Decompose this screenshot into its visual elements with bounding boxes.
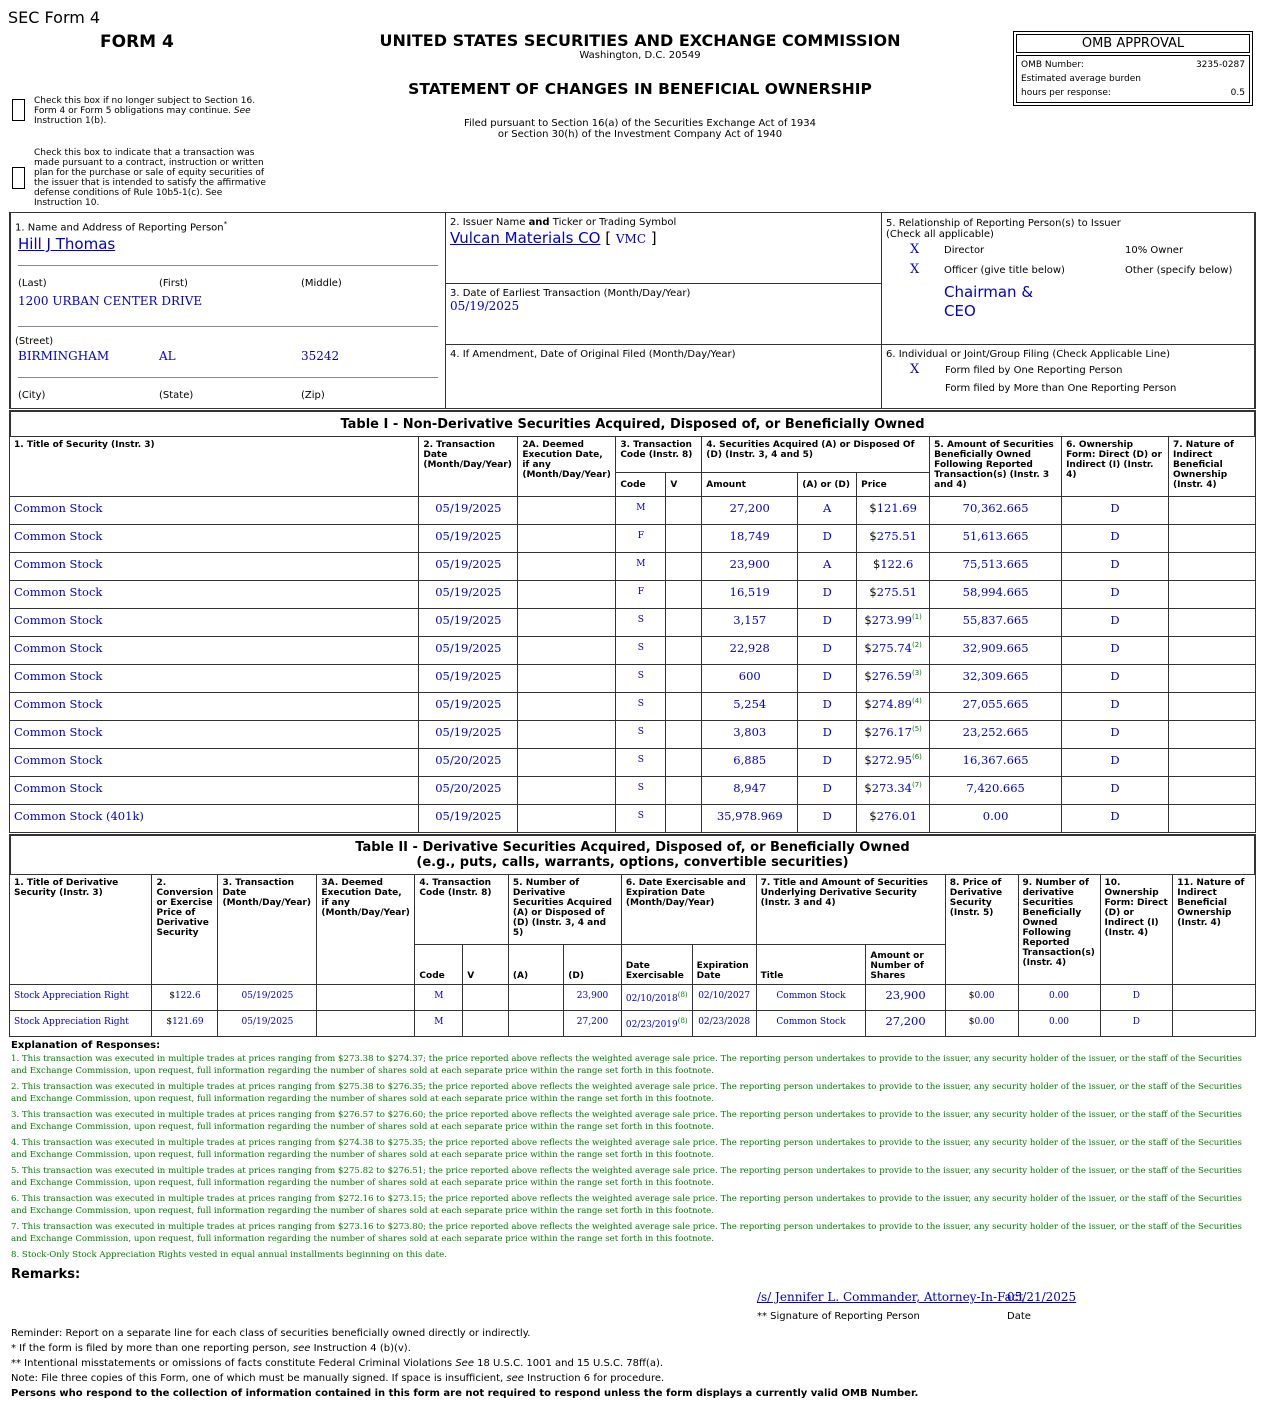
note-multiple-persons: * If the form is filed by more than one reporting person, see Instruction 4 (b)(v). (11, 1343, 411, 1354)
transaction-code: S (616, 609, 666, 637)
nature-indirect (1168, 609, 1255, 637)
conversion-value: 122.6 (174, 991, 201, 1001)
security-title: Common Stock (10, 637, 419, 665)
security-title: Common Stock (10, 749, 419, 777)
deemed-date (518, 609, 616, 637)
page-title: SEC Form 4 (8, 8, 101, 27)
transaction-date: 05/19/2025 (419, 665, 518, 693)
underlying-amount: 23,900 (866, 985, 945, 1011)
date-label: Date (1007, 1311, 1031, 1322)
transaction-date: 05/20/2025 (419, 777, 518, 805)
dollar-sign: $ (864, 669, 872, 683)
officer-mark[interactable]: X (910, 262, 920, 277)
v-flag (463, 1011, 509, 1037)
transaction-code: S (616, 665, 666, 693)
ownership-form: D (1062, 665, 1169, 693)
price-value: 275.74 (871, 641, 912, 655)
security-title: Common Stock (10, 665, 419, 693)
v-flag (666, 581, 702, 609)
dollar-sign: $ (864, 781, 872, 795)
ownership-form: D (1062, 525, 1169, 553)
deemed-date (518, 805, 616, 833)
transaction-code: F (616, 581, 666, 609)
dollar-sign: $ (169, 991, 175, 1001)
v-flag (666, 721, 702, 749)
price (857, 525, 930, 553)
dollar-sign: $ (864, 641, 872, 655)
dollar-sign: $ (968, 991, 975, 1001)
earliest-date: 05/19/2025 (450, 299, 520, 313)
acquired-disposed: D (798, 693, 857, 721)
rule-10b5-text: Check this box to indicate that a transaction was made pursuant to a contract, instruction or written plan for the purchase or sale of equity securities of the issuer that is intended to satisfy the affirmative defense conditions of Rule 10b5-1(c). See Instruction 10. (34, 148, 266, 208)
price-value: 272.95 (871, 753, 912, 767)
dollar-sign: $ (968, 1017, 975, 1027)
price-value: 122.6 (880, 557, 914, 571)
reporting-person-name[interactable]: Hill J Thomas (18, 235, 116, 253)
note-misstatements: ** Intentional misstatements or omissions of facts constitute Federal Criminal Violations See 18 U.S.C. 1001 and 15 U.S.C. 78ff(a). (11, 1358, 664, 1369)
acquired-disposed: D (798, 525, 857, 553)
nature-indirect (1168, 581, 1255, 609)
amount-owned: 0.00 (930, 805, 1062, 833)
amount-owned: 32,909.665 (930, 637, 1062, 665)
derivative-title: Stock Appreciation Right (10, 985, 152, 1011)
deemed-date (518, 721, 616, 749)
transaction-code: M (616, 553, 666, 581)
dollar-sign: $ (864, 613, 872, 627)
deemed-date (518, 637, 616, 665)
no-longer-subject-checkbox[interactable] (12, 99, 25, 121)
explanation-title: Explanation of Responses: (11, 1040, 161, 1051)
omb-burden-label: Estimated average burden (1021, 74, 1141, 84)
omb-title: OMB APPROVAL (1016, 34, 1250, 53)
transaction-code: F (616, 525, 666, 553)
price-value: 276.17 (871, 725, 912, 739)
exercisable-value: 02/23/2019 (625, 1020, 678, 1030)
director-mark[interactable]: X (910, 242, 920, 257)
amount: 35,978.969 (702, 805, 798, 833)
derivative-title: Stock Appreciation Right (10, 1011, 152, 1037)
box-issuer: 2. Issuer Name and Ticker or Trading Symbol Vulcan Materials CO [ VMC ] (445, 212, 882, 284)
ownership-form: D (1062, 693, 1169, 721)
transaction-date: 05/19/2025 (419, 553, 518, 581)
transaction-code: S (616, 721, 666, 749)
exercisable-value: 02/10/2018 (625, 994, 678, 1004)
statement-title: STATEMENT OF CHANGES IN BENEFICIAL OWNERSHIP (408, 80, 872, 98)
table1-row (10, 665, 1256, 693)
security-title: Common Stock (10, 777, 419, 805)
amount-owned: 7,420.665 (930, 777, 1062, 805)
table1-caption: Table I - Non-Derivative Securities Acquired, Disposed of, or Beneficially Owned (9, 410, 1256, 437)
box-amendment: 4. If Amendment, Date of Original Filed (Month/Day/Year) (445, 344, 882, 409)
nature-indirect (1168, 637, 1255, 665)
table1-row (10, 693, 1256, 721)
transaction-date: 05/19/2025 (419, 525, 518, 553)
price-value: 0.00 (974, 1017, 995, 1027)
transaction-code: M (616, 497, 666, 525)
table1: 1. Title of Security (Instr. 3) 2. Transaction Date (Month/Day/Year) 2A. Deemed Execution Date, if any (Month/Day/Year) 3. Transaction Code (Instr. 8) 4. Securities Acquired (A) or Disposed Of (D) (Instr. 3, 4 and 5) 5. Amount of Securities Beneficially Owned Following Reported Transaction(s) (Instr. 3 and 4) 6. Ownership Form: Direct (D) or Indirect (I) (Instr. 4) 7. Nature of Indirect Beneficial Ownership (Instr. 4) Code V Amount (A) or (D) Price Common Stock 05/19/2025 M 27,200 A $121.69 70,362.665 D Common Stock 05/19/2025 F 18,749 D $275.51 51,613.665 D Common Stock 05/19/2025 M 23,900 A $122.6 75,513.665 D Common Stock 05/19/2025 F 16,519 D $275.51 58,994.665 D Common Stock 05/19/2025 S 3,157 D $273.99$^{(1)}$ 55,837.665 D Common Stock 05/19/2025 S 22,928 D $275.74$^{(2)}$ 32,909.665 D Common Stock 05/19/2025 S 600 D $276.59$^{(3)}$ 32,309.665 D Common Stock 05/19/2025 S 5,254 D $274.89$^{(4)}$ 27,055.665 D Common Stock 05/19/2025 S 3,803 D $276.17$^{(5)}$ 23,252.665 D Common Stock 05/20/2025 S 6,885 D $272.95$^{(6)}$ 16,367.665 D Common Stock 05/20/2025 S 8,947 D $273.34$^{(7)}$ 7,420.665 D Common Stock (401k) 05/19/2025 S 35,978.969 D $276.01 0.00 D (9, 436, 1256, 833)
nature-indirect (1168, 805, 1255, 833)
transaction-date: 05/19/2025 (419, 581, 518, 609)
price (857, 665, 930, 693)
note-omb-validity: Persons who respond to the collection of information contained in this form are not required to respond unless the form displays a currently valid OMB Number. (11, 1388, 919, 1399)
security-title: Common Stock (10, 693, 419, 721)
table1-row (10, 749, 1256, 777)
omb-approval-box (1013, 31, 1253, 106)
nature-indirect (1168, 665, 1255, 693)
derivatives-owned: 0.00 (1018, 985, 1100, 1011)
transaction-code: S (616, 749, 666, 777)
security-title: Common Stock (10, 609, 419, 637)
transaction-code: S (616, 637, 666, 665)
dollar-sign: $ (869, 585, 877, 599)
underlying-title: Common Stock (756, 1011, 866, 1037)
table2-row (10, 1011, 1256, 1037)
amount: 6,885 (702, 749, 798, 777)
price (857, 581, 930, 609)
note-copies: Note: File three copies of this Form, one of which must be manually signed. If space is insufficient, see Instruction 6 for procedure. (11, 1373, 665, 1384)
footnote: 8. Stock-Only Stock Appreciation Rights vested in equal annual installments beginning on this date. (11, 1250, 447, 1260)
footnote-ref[interactable]: (2) (911, 641, 922, 650)
footnote-ref[interactable]: (3) (911, 669, 922, 678)
acquired-disposed: A (798, 553, 857, 581)
v-flag (666, 637, 702, 665)
amount-owned: 16,367.665 (930, 749, 1062, 777)
amount-owned: 55,837.665 (930, 609, 1062, 637)
footnote-ref[interactable]: (7) (911, 781, 922, 790)
amount: 27,200 (702, 497, 798, 525)
amount: 23,900 (702, 553, 798, 581)
deemed-date (518, 553, 616, 581)
ownership-form: D (1062, 749, 1169, 777)
nature-indirect (1173, 1011, 1256, 1037)
deemed-date (317, 1011, 415, 1037)
footnote: 5. This transaction was executed in multiple trades at prices ranging from $275.82 to $276.51; the price reported above reflects the weighted average sale price. The reporting person undertakes to provide to the issuer, any security holder of the issuer, or the staff of the Securities and Exchange Commission, upon request, full information regarding the number of shares sold at each separate price within the range set forth in this footnote. (11, 1166, 1242, 1188)
dollar-sign: $ (166, 1017, 173, 1027)
transaction-date: 05/19/2025 (419, 721, 518, 749)
dollar-sign: $ (864, 725, 872, 739)
nature-indirect (1168, 525, 1255, 553)
amount: 22,928 (702, 637, 798, 665)
deemed-date (518, 497, 616, 525)
table1-row (10, 805, 1256, 833)
table1-row (10, 581, 1256, 609)
issuer-name[interactable]: Vulcan Materials CO (450, 229, 601, 247)
v-flag (666, 665, 702, 693)
city: BIRMINGHAM (18, 349, 110, 363)
table2-caption: Table II - Derivative Securities Acquired, Disposed of, or Beneficially Owned (e.g., puts, calls, warrants, options, convertible securities) (9, 834, 1256, 875)
table2: 1. Title of Derivative Security (Instr. 3) 2. Conversion or Exercise Price of Derivative Security 3. Transaction Date (Month/Day/Year) 3A. Deemed Execution Date, if any (Month/Day/Year) 4. Transaction Code (Instr. 8) 5. Number of Derivative Securities Acquired (A) or Disposed of (D) (Instr. 3, 4 and 5) 6. Date Exercisable and Expiration Date (Month/Day/Year) 7. Title and Amount of Securities Underlying Derivative Security (Instr. 3 and 4) 8. Price of Derivative Security (Instr. 5) 9. Number of derivative Securities Beneficially Owned Following Reported Transaction(s) (Instr. 4) 10. Ownership Form: Direct (D) or Indirect (I) (Instr. 4) 11. Nature of Indirect Beneficial Ownership (Instr. 4) Code V (A) (D) Date Exercisable Expiration Date Title Amount or Number of Shares Stock Appreciation Right $122.6 05/19/2025 M 23,900 02/10/2018$^{(8)}$ 02/10/2027 Common Stock 23,900 $0.00 0.00 D Stock Appreciation Right $121.69 05/19/2025 M 27,200 02/23/2019$^{(8)}$ 02/23/2028 Common Stock 27,200 $0.00 0.00 D (9, 874, 1256, 1037)
street-address: 1200 URBAN CENTER DRIVE (18, 294, 203, 308)
dollar-sign: $ (869, 809, 877, 823)
omb-number-label: OMB Number: (1021, 60, 1084, 70)
commission-name: UNITED STATES SECURITIES AND EXCHANGE COMMISSION (379, 31, 901, 50)
v-flag (666, 693, 702, 721)
commission-location: Washington, D.C. 20549 (579, 50, 701, 61)
table1-row (10, 721, 1256, 749)
date-exercisable (621, 985, 692, 1011)
ownership-form: D (1062, 805, 1169, 833)
footnote-ref[interactable]: (4) (911, 697, 922, 706)
form-label: FORM 4 (100, 32, 174, 52)
ownership-form: D (1062, 637, 1169, 665)
acquired-disposed: D (798, 609, 857, 637)
footnote: 2. This transaction was executed in multiple trades at prices ranging from $275.38 to $276.35; the price reported above reflects the weighted average sale price. The reporting person undertakes to provide to the issuer, any security holder of the issuer, or the staff of the Securities and Exchange Commission, upon request, full information regarding the number of shares sold at each separate price within the range set forth in this footnote. (11, 1082, 1242, 1104)
reminder-note: Reminder: Report on a separate line for each class of securities beneficially owned directly or indirectly. (11, 1328, 531, 1339)
date-exercisable (621, 1011, 692, 1037)
table1-row (10, 553, 1256, 581)
omb-hours: 0.5 (1230, 88, 1245, 98)
price (857, 553, 930, 581)
v-flag (666, 497, 702, 525)
omb-number: 3235-0287 (1195, 60, 1245, 70)
commission-header (360, 31, 920, 61)
footnote-ref[interactable]: (6) (911, 753, 922, 762)
amount-owned: 27,055.665 (930, 693, 1062, 721)
footnote-ref[interactable]: (8) (677, 991, 688, 999)
transaction-date: 05/19/2025 (419, 609, 518, 637)
footnote-ref[interactable]: (8) (677, 1017, 688, 1025)
table1-row (10, 525, 1256, 553)
explanation-of-responses (11, 1040, 1251, 1267)
price-value: 275.51 (876, 585, 917, 599)
amount: 600 (702, 665, 798, 693)
security-title: Common Stock (10, 581, 419, 609)
deemed-date (518, 693, 616, 721)
transaction-date: 05/19/2025 (419, 805, 518, 833)
deemed-date (518, 749, 616, 777)
transaction-code: M (415, 1011, 463, 1037)
signature[interactable]: /s/ Jennifer L. Commander, Attorney-In-Fact (757, 1290, 1024, 1304)
price (857, 637, 930, 665)
conversion-value: 121.69 (172, 1017, 204, 1027)
nature-indirect (1168, 777, 1255, 805)
price-value: 276.01 (876, 809, 917, 823)
price (857, 721, 930, 749)
disposed: 27,200 (564, 1011, 622, 1037)
dollar-sign: $ (864, 697, 872, 711)
transaction-date: 05/20/2025 (419, 749, 518, 777)
price (857, 497, 930, 525)
amount: 3,803 (702, 721, 798, 749)
footnote: 3. This transaction was executed in multiple trades at prices ranging from $276.57 to $276.60; the price reported above reflects the weighted average sale price. The reporting person undertakes to provide to the issuer, any security holder of the issuer, or the staff of the Securities and Exchange Commission, upon request, full information regarding the number of shares sold at each separate price within the range set forth in this footnote. (11, 1110, 1242, 1132)
derivative-price (945, 1011, 1018, 1037)
underlying-title: Common Stock (756, 985, 866, 1011)
ownership-form: D (1062, 581, 1169, 609)
deemed-date (518, 665, 616, 693)
box-relationship: 5. Relationship of Reporting Person(s) to Issuer (Check all applicable) X Director 10% Owner X Officer (give title below) Other (specify below) Chairman & CEO (881, 212, 1256, 345)
v-flag (666, 553, 702, 581)
amount-owned: 23,252.665 (930, 721, 1062, 749)
amount-owned: 58,994.665 (930, 581, 1062, 609)
nature-indirect (1173, 985, 1256, 1011)
ownership-form: D (1062, 777, 1169, 805)
dollar-sign: $ (869, 529, 877, 543)
amount: 16,519 (702, 581, 798, 609)
table1-row (10, 609, 1256, 637)
v-flag (666, 805, 702, 833)
footnote-ref[interactable]: (5) (911, 725, 922, 734)
transaction-date: 05/19/2025 (218, 985, 317, 1011)
table1-row (10, 637, 1256, 665)
acquired-disposed: D (798, 749, 857, 777)
nature-indirect (1168, 693, 1255, 721)
ownership-form: D (1062, 609, 1169, 637)
v-flag (666, 777, 702, 805)
acquired-disposed: D (798, 665, 857, 693)
acquired-disposed: D (798, 581, 857, 609)
transaction-code: S (616, 777, 666, 805)
disposed: 23,900 (564, 985, 622, 1011)
dollar-sign: $ (873, 557, 881, 571)
deemed-date (518, 525, 616, 553)
ownership-form: D (1100, 1011, 1173, 1037)
transaction-date: 05/19/2025 (419, 693, 518, 721)
ownership-form: D (1100, 985, 1173, 1011)
footer-notes (11, 1326, 918, 1401)
transaction-code: M (415, 985, 463, 1011)
conversion-price (152, 1011, 218, 1037)
transaction-date: 05/19/2025 (419, 497, 518, 525)
amount: 8,947 (702, 777, 798, 805)
footnote-ref[interactable]: (1) (911, 613, 922, 622)
price-value: 274.89 (871, 697, 912, 711)
one-person-mark[interactable]: X (910, 362, 920, 377)
expiration-date: 02/23/2028 (692, 1011, 756, 1037)
transaction-code: S (616, 693, 666, 721)
acquired-disposed: D (798, 805, 857, 833)
security-title: Common Stock (10, 721, 419, 749)
zip: 35242 (301, 349, 340, 363)
amount-owned: 70,362.665 (930, 497, 1062, 525)
state: AL (159, 349, 176, 363)
price-value: 121.69 (876, 501, 917, 515)
footnote: 6. This transaction was executed in multiple trades at prices ranging from $272.16 to $273.15; the price reported above reflects the weighted average sale price. The reporting person undertakes to provide to the issuer, any security holder of the issuer, or the staff of the Securities and Exchange Commission, upon request, full information regarding the number of shares sold at each separate price within the range set forth in this footnote. (11, 1194, 1242, 1216)
footnote: 4. This transaction was executed in multiple trades at prices ranging from $274.38 to $275.35; the price reported above reflects the weighted average sale price. The reporting person undertakes to provide to the issuer, any security holder of the issuer, or the staff of the Securities and Exchange Commission, upon request, full information regarding the number of shares sold at each separate price within the range set forth in this footnote. (11, 1138, 1242, 1160)
acquired (508, 985, 563, 1011)
price-value: 276.59 (871, 669, 912, 683)
transaction-code: S (616, 805, 666, 833)
price-value: 275.51 (876, 529, 917, 543)
security-title: Common Stock (10, 553, 419, 581)
transaction-date: 05/19/2025 (218, 1011, 317, 1037)
price-value: 273.99 (871, 613, 912, 627)
amount-owned: 75,513.665 (930, 553, 1062, 581)
ownership-form: D (1062, 553, 1169, 581)
v-flag (666, 749, 702, 777)
amount: 3,157 (702, 609, 798, 637)
price (857, 777, 930, 805)
derivatives-owned: 0.00 (1018, 1011, 1100, 1037)
signature-label: ** Signature of Reporting Person (757, 1311, 920, 1322)
nature-indirect (1168, 749, 1255, 777)
deemed-date (518, 581, 616, 609)
table1-row (10, 777, 1256, 805)
expiration-date: 02/10/2027 (692, 985, 756, 1011)
price (857, 609, 930, 637)
security-title: Common Stock (10, 525, 419, 553)
table1-row (10, 497, 1256, 525)
acquired-disposed: D (798, 721, 857, 749)
price (857, 805, 930, 833)
amount: 5,254 (702, 693, 798, 721)
price-value: 273.34 (871, 781, 912, 795)
nature-indirect (1168, 553, 1255, 581)
acquired-disposed: D (798, 637, 857, 665)
dollar-sign: $ (869, 501, 877, 515)
amount-owned: 51,613.665 (930, 525, 1062, 553)
nature-indirect (1168, 497, 1255, 525)
acquired-disposed: A (798, 497, 857, 525)
footnote: 7. This transaction was executed in multiple trades at prices ranging from $273.16 to $273.80; the price reported above reflects the weighted average sale price. The reporting person undertakes to provide to the issuer, any security holder of the issuer, or the staff of the Securities and Exchange Commission, upon request, full information regarding the number of shares sold at each separate price within the range set forth in this footnote. (11, 1222, 1242, 1244)
underlying-amount: 27,200 (866, 1011, 945, 1037)
dollar-sign: $ (864, 753, 872, 767)
filed-pursuant: Filed pursuant to Section 16(a) of the Securities Exchange Act of 1934 or Section 30(h) of the Investment Company Act of 1940 (464, 118, 816, 140)
v-flag (666, 525, 702, 553)
ownership-form: D (1062, 497, 1169, 525)
deemed-date (518, 777, 616, 805)
amount-owned: 32,309.665 (930, 665, 1062, 693)
price (857, 749, 930, 777)
v-flag (463, 985, 509, 1011)
signature-date[interactable]: 05/21/2025 (1007, 1290, 1077, 1304)
footnote: 1. This transaction was executed in multiple trades at prices ranging from $273.38 to $274.37; the price reported above reflects the weighted average sale price. The reporting person undertakes to provide to the issuer, any security holder of the issuer, or the staff of the Securities and Exchange Commission, upon request, full information regarding the number of shares sold at each separate price within the range set forth in this footnote. (11, 1054, 1242, 1076)
transaction-date: 05/19/2025 (419, 637, 518, 665)
price (857, 693, 930, 721)
v-flag (666, 609, 702, 637)
ownership-form: D (1062, 721, 1169, 749)
security-title: Common Stock (10, 497, 419, 525)
officer-title: Chairman & CEO (944, 283, 1034, 320)
remarks-title: Remarks: (11, 1267, 81, 1282)
acquired-disposed: D (798, 777, 857, 805)
table2-row (10, 985, 1256, 1011)
amount: 18,749 (702, 525, 798, 553)
conversion-price (152, 985, 218, 1011)
derivative-price (945, 985, 1018, 1011)
box-filing-type: 6. Individual or Joint/Group Filing (Check Applicable Line) X Form filed by One Reporting Person Form filed by More than One Reporting Person (881, 344, 1256, 409)
ticker-symbol: VMC (615, 232, 646, 246)
deemed-date (317, 985, 415, 1011)
nature-indirect (1168, 721, 1255, 749)
omb-hours-label: hours per response: (1021, 88, 1111, 98)
box-earliest-date: 3. Date of Earliest Transaction (Month/Day/Year) 05/19/2025 (445, 283, 882, 345)
acquired (508, 1011, 563, 1037)
box-reporting-person: 1. Name and Address of Reporting Person* Hill J Thomas (Last) (First) (Middle) 1200 URBAN CENTER DRIVE (Street) BIRMINGHAM AL 35242 (City) (State) (Zip) (9, 212, 446, 409)
rule-10b5-checkbox[interactable] (12, 167, 25, 189)
no-longer-subject-text: Check this box if no longer subject to Section 16. Form 4 or Form 5 obligations may continue. See Instruction 1(b). (34, 96, 256, 126)
security-title: Common Stock (401k) (10, 805, 419, 833)
price-value: 0.00 (974, 991, 995, 1001)
